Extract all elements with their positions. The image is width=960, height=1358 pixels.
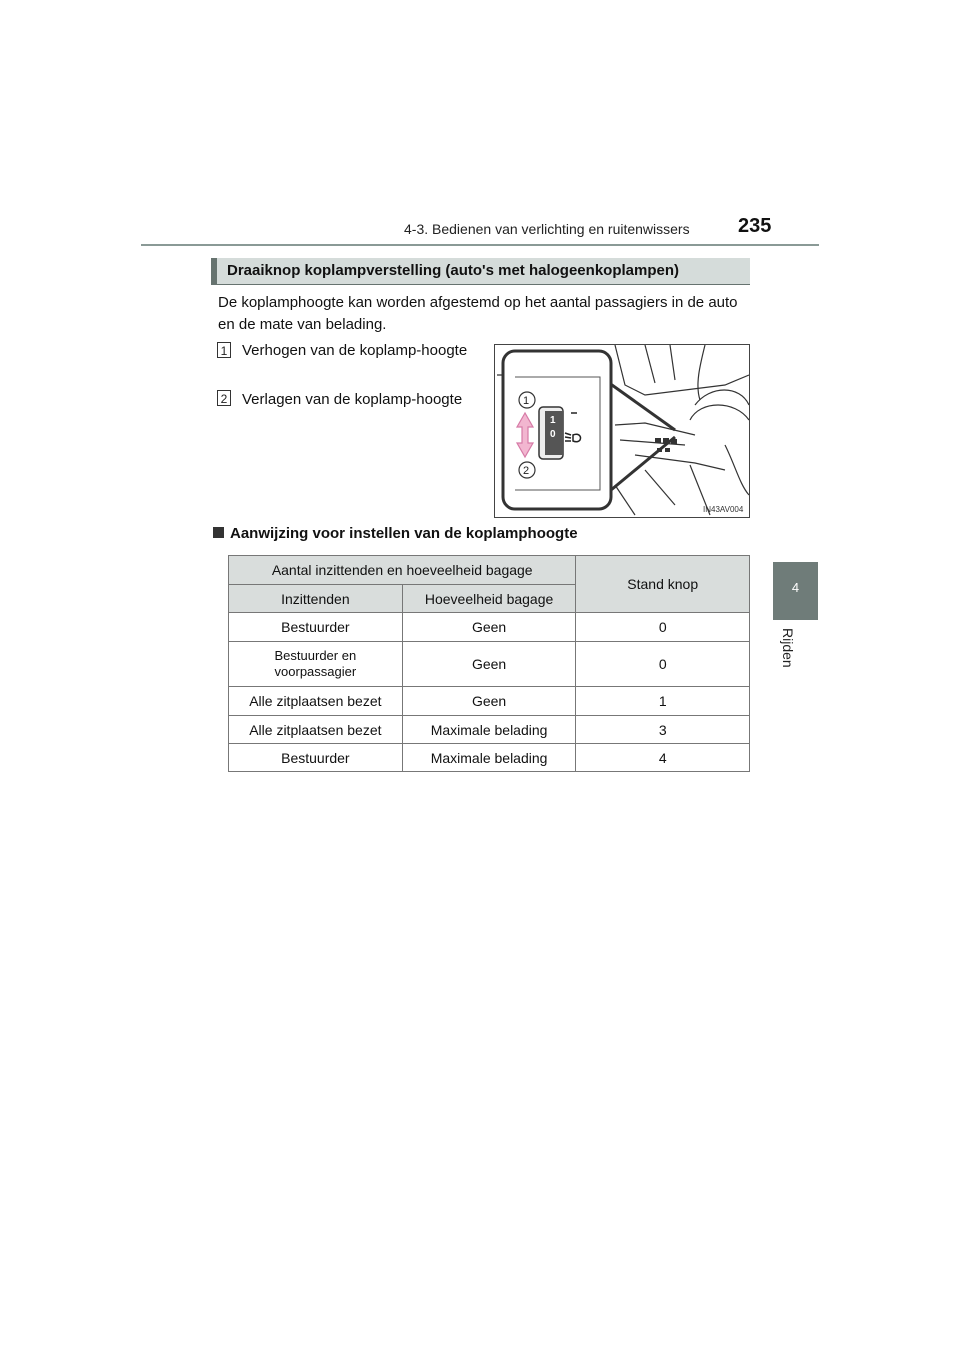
table-header-luggage: Hoeveelheid bagage — [402, 585, 576, 613]
cell-occupants: Bestuurder — [229, 613, 403, 642]
headlight-dial-illustration — [494, 344, 750, 518]
intro-paragraph: De koplamphoogte kan worden afgestemd op het aantal passagiers in de auto en de mate van belading. — [218, 294, 738, 333]
table-row — [229, 716, 750, 744]
bullet-square-icon — [213, 527, 224, 538]
item-text-2: Verlagen van de koplamp-hoogte — [242, 391, 463, 408]
table-row — [229, 642, 750, 687]
cell-occupants: Alle zitplaatsen bezet — [229, 716, 403, 744]
figure-code: IN43AV004 — [703, 505, 744, 514]
dial-mark-up: 1 — [550, 415, 556, 426]
table-row — [229, 744, 750, 772]
cell-luggage: Geen — [402, 613, 576, 642]
cell-position: 1 — [576, 687, 750, 716]
item-number-badge-1: 1 — [217, 342, 231, 358]
table-group-header: Aantal inzittenden en hoeveelheid bagage — [229, 556, 576, 585]
cell-position: 0 — [576, 642, 750, 687]
section-heading-underline — [211, 284, 750, 285]
hint-heading-text: Aanwijzing voor instellen van de koplamphoogte — [230, 525, 578, 542]
cell-occupants: Bestuurder en voorpassagier — [229, 642, 403, 687]
cell-luggage: Geen — [402, 687, 576, 716]
chapter-label: Rijden — [780, 628, 796, 668]
section-heading-bar — [211, 258, 750, 284]
cell-position: 3 — [576, 716, 750, 744]
header-rule — [141, 244, 819, 246]
item-text-1: Verhogen van de koplamp-hoogte — [242, 342, 468, 359]
callout-1: 1 — [523, 395, 530, 407]
chapter-number: 4 — [791, 580, 800, 595]
headlight-level-table — [228, 555, 750, 772]
table-row — [229, 687, 750, 716]
table-header-occupants: Inzittenden — [229, 585, 403, 613]
dashboard-drawing — [495, 345, 749, 517]
table-header-position: Stand knop — [576, 556, 750, 613]
item-number-badge-2: 2 — [217, 390, 231, 406]
cell-position: 0 — [576, 613, 750, 642]
chapter-tab — [773, 562, 818, 620]
cell-luggage: Maximale belading — [402, 744, 576, 772]
page-number: 235 — [738, 215, 772, 237]
cell-occupants: Alle zitplaatsen bezet — [229, 687, 403, 716]
cell-luggage: Maximale belading — [402, 716, 576, 744]
cell-occupants: Bestuurder — [229, 744, 403, 772]
running-header-title: 4-3. Bedienen van verlichting en ruitenwissers — [404, 221, 690, 237]
table-row — [229, 613, 750, 642]
cell-position: 4 — [576, 744, 750, 772]
callout-2: 2 — [523, 465, 530, 477]
hint-heading — [213, 525, 578, 542]
dial-mark-down: 0 — [550, 429, 556, 440]
cell-luggage: Geen — [402, 642, 576, 687]
section-heading: Draaiknop koplampverstelling (auto's met halogeenkoplampen) — [227, 262, 679, 279]
